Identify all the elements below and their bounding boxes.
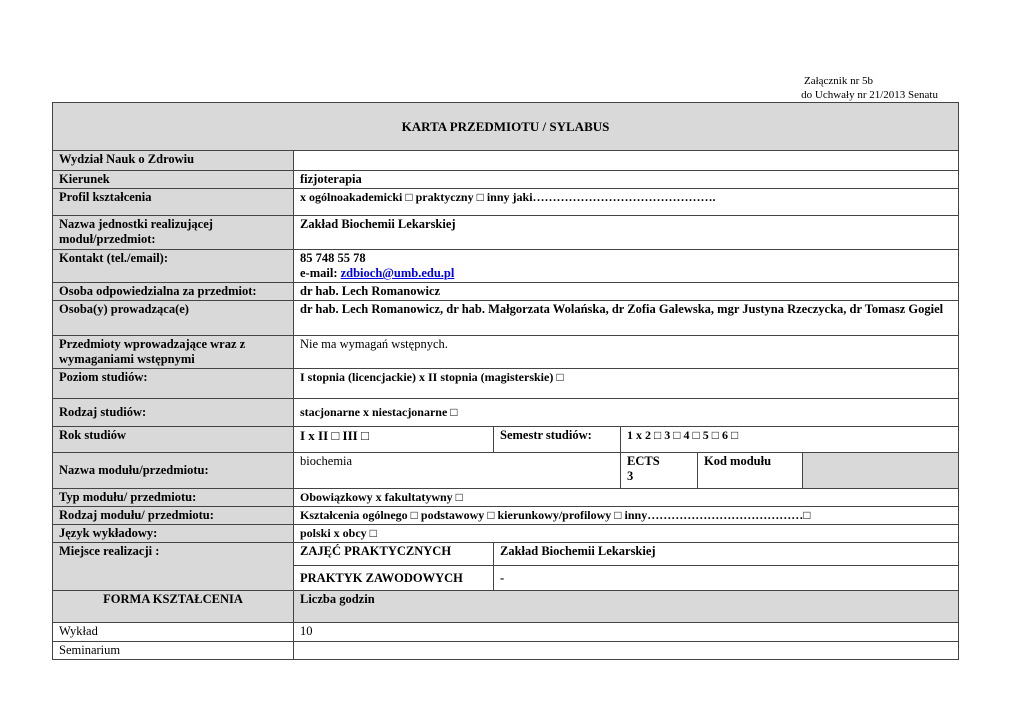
annex-number: Załącznik nr 5b <box>803 75 873 87</box>
contact-value <box>294 250 959 283</box>
semester-value: 1 x 2 □ 3 □ 4 □ 5 □ 6 □ <box>621 427 959 453</box>
resolution-reference: do Uchwały nr 21/2013 Senatu <box>801 89 938 101</box>
page-title: KARTA PRZEDMIOTU / SYLABUS <box>53 103 959 151</box>
teachers-value: dr hab. Lech Romanowicz, dr hab. Małgorzata Wolańska, dr Zofia Galewska, mgr Justyna Rzeczycka, dr Tomasz Gogiel <box>294 301 959 336</box>
form-hours: 10 <box>294 623 959 642</box>
forms-header-left: FORMA KSZTAŁCENIA <box>53 591 294 623</box>
place-row-classes <box>53 543 959 566</box>
contact-email-line <box>300 266 952 281</box>
study-type-value: stacjonarne x niestacjonarne □ <box>294 399 959 427</box>
unit-row <box>53 216 959 250</box>
semester-label: Semestr studiów: <box>494 427 621 453</box>
level-row <box>53 369 959 399</box>
form-hours <box>294 642 959 660</box>
module-kind-row <box>53 507 959 525</box>
module-label: Nazwa modułu/przedmiotu: <box>53 453 294 489</box>
unit-value: Zakład Biochemii Lekarskiej <box>294 216 959 250</box>
profile-label: Profil kształcenia <box>53 189 294 216</box>
faculty-row <box>53 151 959 171</box>
table-row <box>53 642 959 660</box>
module-code-label: Kod modułu <box>698 453 803 489</box>
module-value: biochemia <box>294 453 621 489</box>
ects-value: 3 <box>627 469 634 483</box>
responsible-label: Osoba odpowiedzialna za przedmiot: <box>53 283 294 301</box>
profile-value: x ogólnoakademicki □ praktyczny □ inny jaki………………………………………. <box>294 189 959 216</box>
module-kind-label: Rodzaj modułu/ przedmiotu: <box>53 507 294 525</box>
study-type-row <box>53 399 959 427</box>
email-prefix: e-mail: <box>300 266 341 280</box>
faculty-label: Wydział Nauk o Zdrowiu <box>53 151 294 171</box>
place-classes-value: Zakład Biochemii Lekarskiej <box>494 543 959 566</box>
form-name: Wykład <box>53 623 294 642</box>
module-type-label: Typ modułu/ przedmiotu: <box>53 489 294 507</box>
email-link[interactable]: zdbioch@umb.edu.pl <box>340 266 455 280</box>
place-classes-label: ZAJĘĆ PRAKTYCZNYCH <box>294 543 494 566</box>
teachers-row <box>53 301 959 336</box>
level-label: Poziom studiów: <box>53 369 294 399</box>
place-practice-value: - <box>494 566 959 591</box>
contact-row <box>53 250 959 283</box>
module-type-row <box>53 489 959 507</box>
language-row <box>53 525 959 543</box>
ects-label: ECTS <box>627 454 660 468</box>
module-kind-value: Kształcenia ogólnego □ podstawowy □ kierunkowy/profilowy □ inny…………………………………□ <box>294 507 959 525</box>
prerequisites-value: Nie ma wymagań wstępnych. <box>294 336 959 369</box>
title-row <box>53 103 959 151</box>
forms-header-row <box>53 591 959 623</box>
language-label: Język wykładowy: <box>53 525 294 543</box>
form-name: Seminarium <box>53 642 294 660</box>
forms-header-right: Liczba godzin <box>294 591 959 623</box>
faculty-value <box>294 151 959 171</box>
responsible-value: dr hab. Lech Romanowicz <box>294 283 959 301</box>
direction-row <box>53 171 959 189</box>
level-value: I stopnia (licencjackie) x II stopnia (magisterskie) □ <box>294 369 959 399</box>
study-type-label: Rodzaj studiów: <box>53 399 294 427</box>
ects-cell <box>621 453 698 489</box>
module-type-value: Obowiązkowy x fakultatywny □ <box>294 489 959 507</box>
module-row <box>53 453 959 489</box>
contact-label: Kontakt (tel./email): <box>53 250 294 283</box>
direction-value: fizjoterapia <box>294 171 959 189</box>
teachers-label: Osoba(y) prowadząca(e) <box>53 301 294 336</box>
language-value: polski x obcy □ <box>294 525 959 543</box>
place-practice-label: PRAKTYK ZAWODOWYCH <box>294 566 494 591</box>
year-value: I x II □ III □ <box>294 427 494 453</box>
direction-label: Kierunek <box>53 171 294 189</box>
profile-row <box>53 189 959 216</box>
syllabus-table <box>52 102 959 660</box>
unit-label: Nazwa jednostki realizującej moduł/przedmiot: <box>53 216 294 250</box>
year-row <box>53 427 959 453</box>
prerequisites-label: Przedmioty wprowadzające wraz z wymaganiami wstępnymi <box>53 336 294 369</box>
module-code-value <box>803 453 959 489</box>
table-row <box>53 623 959 642</box>
responsible-row <box>53 283 959 301</box>
contact-phone: 85 748 55 78 <box>300 251 366 265</box>
year-label: Rok studiów <box>53 427 294 453</box>
prerequisites-row <box>53 336 959 369</box>
place-label: Miejsce realizacji : <box>53 543 294 591</box>
